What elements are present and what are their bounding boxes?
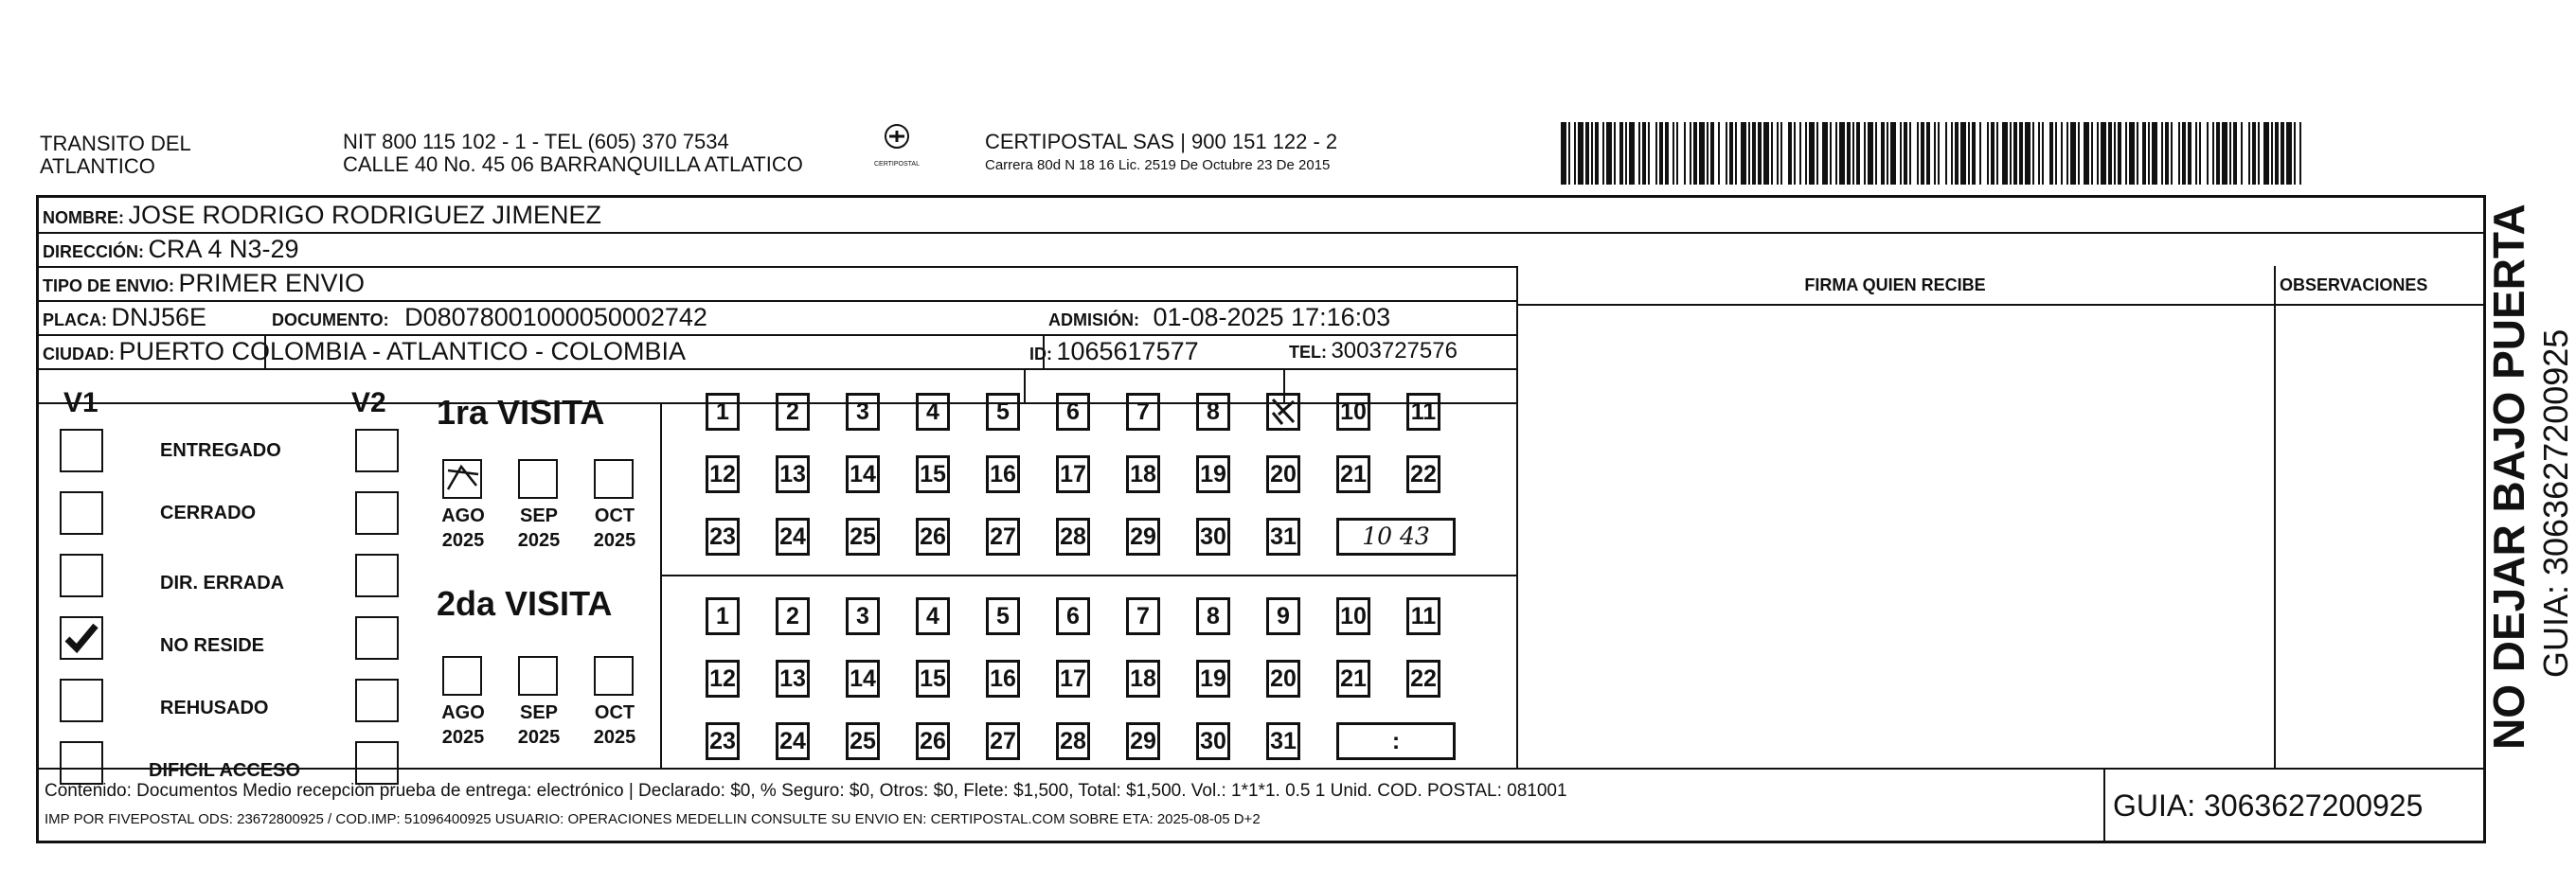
barcode-bar (2182, 122, 2186, 185)
barcode-bar (1805, 122, 1807, 185)
day-box[interactable]: 31 (1266, 518, 1300, 556)
barcode-bar (2114, 122, 2116, 185)
barcode-bar (2125, 122, 2127, 185)
admision-label: ADMISIÓN: (1048, 310, 1139, 329)
guia-number: GUIA: 3063627200925 (2113, 789, 2424, 823)
barcode-bar (1875, 122, 1877, 185)
day-box[interactable]: 23 (706, 518, 740, 556)
barcode-bar (1881, 122, 1885, 185)
barcode-bar (2195, 122, 2197, 185)
barcode-bar (2241, 122, 2243, 185)
barcode-bar (2070, 122, 2076, 185)
year-label: 2025 (593, 727, 636, 748)
barcode-bar (1921, 122, 1924, 185)
observaciones-area[interactable] (2278, 308, 2480, 766)
footer-imp: IMP POR FIVEPOSTAL ODS: 23672800925 / COD.IMP: 51096400925 USUARIO: OPERACIONES MEDELLIN CONSULTE SU ENVIO EN: CERTIPOSTAL.COM SOBRE ETA: 2025-08-05 D+2 (45, 811, 1261, 827)
barcode-bar (2233, 122, 2237, 185)
status-label: REHUSADO (160, 698, 269, 718)
barcode-bar (1934, 122, 1936, 185)
barcode-bar (2188, 122, 2191, 185)
direccion-value: CRA 4 N3-29 (148, 235, 299, 263)
barcode-bar (2078, 122, 2080, 185)
barcode-bar (1904, 122, 1907, 185)
barcode-bar (2152, 122, 2157, 185)
barcode-bar (2299, 122, 2301, 185)
time-box[interactable]: : (1336, 722, 1456, 760)
barcode-bar (1868, 122, 1873, 185)
month-checkbox[interactable] (518, 459, 558, 499)
barcode-bar (1648, 122, 1650, 185)
barcode-bar (1968, 122, 1970, 185)
barcode-bar (1752, 122, 1756, 185)
nit-line: NIT 800 115 102 - 1 - TEL (605) 370 7534 (343, 130, 729, 153)
barcode-bar (1676, 122, 1678, 185)
month-label: AGO (441, 702, 485, 723)
barcode-bar (1638, 122, 1640, 185)
barcode-bar (1659, 122, 1663, 185)
day-box[interactable]: 5 (986, 597, 1020, 635)
barcode-bar (1561, 122, 1566, 185)
barcode-bar (1979, 122, 1981, 185)
barcode-bar (2263, 122, 2269, 185)
barcode-bar (1900, 122, 1902, 185)
firma-header: FIRMA QUIEN RECIBE (1804, 275, 1986, 294)
documento-field (272, 301, 707, 338)
barcode-bar (1606, 122, 1612, 185)
day-box[interactable]: 30 (1196, 518, 1230, 556)
barcode-bar (1568, 122, 1570, 185)
barcode-bar (1816, 122, 1818, 185)
nombre-row (43, 199, 601, 236)
barcode-bar (2038, 122, 2040, 185)
day-box[interactable]: 24 (776, 518, 810, 556)
side-guia-number: GUIA: 3063627200925 (2536, 328, 2575, 678)
v1-checkbox[interactable] (60, 429, 103, 472)
barcode-bar (2084, 122, 2089, 185)
barcode-bar (1595, 122, 1599, 185)
month-label: SEP (519, 702, 559, 723)
barcode-bar (1972, 122, 1976, 185)
day-box[interactable]: 14 (846, 660, 880, 698)
barcode-bar (1945, 122, 1947, 185)
barcode-bar (1758, 122, 1762, 185)
barcode-bar (2271, 122, 2273, 185)
barcode-bar (1864, 122, 1866, 185)
year-label: 2025 (517, 727, 561, 748)
day-box[interactable]: 1 (706, 393, 740, 431)
v1-header: V1 (63, 387, 98, 418)
barcode-bar (1847, 122, 1851, 185)
day-box[interactable]: 15 (916, 660, 950, 698)
status-label: ENTREGADO (160, 440, 281, 461)
carrier-line2: Carrera 80d N 18 16 Lic. 2519 De Octubre 23 De 2015 (985, 157, 1331, 173)
barcode-bar (2019, 122, 2023, 185)
v2-checkbox[interactable] (355, 679, 399, 722)
barcode-bar (1625, 122, 1627, 185)
barcode-bar (2142, 122, 2146, 185)
month-checkbox[interactable] (518, 656, 558, 696)
day-box[interactable]: 22 (1406, 660, 1440, 698)
tipo-envio-value: PRIMER ENVIO (178, 269, 366, 297)
month-checkbox[interactable] (594, 459, 634, 499)
barcode-bar (1710, 122, 1714, 185)
day-box[interactable]: 29 (1126, 518, 1160, 556)
barcode-bar (1619, 122, 1623, 185)
tipo-envio-row (43, 267, 365, 304)
day-box[interactable]: 11 (1406, 597, 1440, 635)
visit1-title: 1ra VISITA (437, 393, 605, 432)
barcode-bar (1822, 122, 1828, 185)
barcode-bar (2212, 122, 2214, 185)
delivery-form (36, 195, 2486, 843)
barcode-bar (1726, 122, 1727, 185)
barcode-bar (1729, 122, 1733, 185)
v2-checkbox[interactable] (355, 616, 399, 660)
barcode-bar (1741, 122, 1746, 185)
signature-area[interactable] (1520, 308, 2272, 766)
day-box[interactable]: 15 (916, 455, 950, 493)
barcode-bar (1642, 122, 1646, 185)
visit2-title: 2da VISITA (437, 584, 613, 623)
v2-checkbox[interactable] (355, 429, 399, 472)
barcode-bar (1673, 122, 1674, 185)
v1-checkbox[interactable] (60, 616, 103, 660)
day-box[interactable]: 20 (1266, 455, 1300, 493)
barcode-bar (1955, 122, 1959, 185)
barcode-bar (1718, 122, 1720, 185)
day-box[interactable]: 16 (986, 660, 1020, 698)
barcode-bar (1951, 122, 1953, 185)
day-box[interactable]: 28 (1056, 722, 1090, 760)
certipostal-logo (868, 121, 926, 174)
day-box[interactable]: 10 (1336, 393, 1370, 431)
barcode-bar (1585, 122, 1589, 185)
observaciones-header: OBSERVACIONES (2280, 275, 2428, 294)
day-box[interactable]: 18 (1126, 455, 1160, 493)
barcode-bar (1763, 122, 1769, 185)
barcode-bar (2042, 122, 2044, 185)
day-box[interactable]: 5 (986, 393, 1020, 431)
v2-checkbox[interactable] (355, 554, 399, 597)
barcode-bar (2161, 122, 2163, 185)
v1-checkbox[interactable] (60, 679, 103, 722)
barcode-bar (2229, 122, 2231, 185)
day-box[interactable]: 2 (776, 393, 810, 431)
v2-checkbox[interactable] (355, 741, 399, 785)
day-box[interactable]: 4 (916, 597, 950, 635)
day-box[interactable]: 26 (916, 722, 950, 760)
year-label: 2025 (441, 530, 485, 551)
ciudad-field (43, 335, 686, 372)
day-box[interactable] (1266, 393, 1300, 431)
barcode-bar (1960, 122, 1966, 185)
barcode-bar (1835, 122, 1837, 185)
company-name-line1: TRANSITO DEL (40, 132, 191, 155)
barcode-bar (1771, 122, 1773, 185)
barcode-bar (2002, 122, 2008, 185)
year-label: 2025 (593, 530, 636, 551)
barcode-bar (2032, 122, 2034, 185)
barcode-bar (2222, 122, 2227, 185)
day-box[interactable]: 12 (706, 660, 740, 698)
company-name-line2: ATLANTICO (40, 154, 155, 178)
day-box[interactable]: 2 (776, 597, 810, 635)
day-box[interactable]: 16 (986, 455, 1020, 493)
day-box[interactable]: 26 (916, 518, 950, 556)
barcode-bar (2091, 122, 2093, 185)
barcode-bar (1578, 122, 1583, 185)
day-box[interactable]: 10 (1336, 597, 1370, 635)
barcode-bar (2248, 122, 2250, 185)
barcode-bar (1684, 122, 1686, 185)
day-box[interactable]: 30 (1196, 722, 1230, 760)
barcode-bar (1987, 122, 1989, 185)
barcode-bar (1699, 122, 1705, 185)
year-label: 2025 (517, 530, 561, 551)
placa-label: PLACA: (43, 310, 107, 329)
day-box[interactable]: 17 (1056, 660, 1090, 698)
barcode-bar (2010, 122, 2012, 185)
v1-checkbox[interactable] (60, 491, 103, 535)
barcode-bar (1991, 122, 1995, 185)
barcode-bar (2013, 122, 2017, 185)
admision-field (1048, 301, 1390, 338)
day-box[interactable]: 8 (1196, 393, 1230, 431)
barcode-bar (1799, 122, 1801, 185)
tipo-envio-label: TIPO DE ENVIO: (43, 276, 175, 295)
month-checkbox[interactable] (594, 656, 634, 696)
day-box[interactable]: 25 (846, 722, 880, 760)
barcode-bar (1788, 122, 1792, 185)
day-box[interactable]: 13 (776, 660, 810, 698)
barcode-bar (1602, 122, 1604, 185)
day-box[interactable]: 28 (1056, 518, 1090, 556)
barcode-bar (1852, 122, 1854, 185)
barcode-bar (1794, 122, 1796, 185)
barcode-bar (2148, 122, 2150, 185)
day-box[interactable]: 20 (1266, 660, 1300, 698)
day-box[interactable]: 19 (1196, 455, 1230, 493)
barcode-bar (1926, 122, 1930, 185)
tel-value: 3003727576 (1331, 338, 1458, 363)
barcode-bar (2258, 122, 2260, 185)
month-label: SEP (519, 505, 559, 526)
barcode-bar (2129, 122, 2135, 185)
v1-checkbox[interactable] (60, 741, 103, 785)
barcode-bar (2025, 122, 2030, 185)
barcode-bar (2108, 122, 2112, 185)
day-box[interactable]: 3 (846, 393, 880, 431)
barcode-bar (2207, 122, 2209, 185)
day-box[interactable]: 3 (846, 597, 880, 635)
barcode-bar (2199, 122, 2201, 185)
documento-value: D08078001000050002742 (404, 303, 707, 331)
placa-value: DNJ56E (111, 303, 206, 331)
admision-value: 01-08-2025 17:16:03 (1153, 303, 1391, 331)
time-box[interactable]: 10 43 (1336, 518, 1456, 556)
barcode-bar (2252, 122, 2256, 185)
barcode-bar (1574, 122, 1576, 185)
barcode-bar (2137, 122, 2138, 185)
nombre-label: NOMBRE: (43, 208, 124, 227)
placa-field (43, 301, 206, 338)
barcode-bar (2171, 122, 2173, 185)
v2-header: V2 (351, 387, 386, 418)
month-label: AGO (441, 505, 485, 526)
day-box[interactable]: 22 (1406, 455, 1440, 493)
day-box[interactable]: 1 (706, 597, 740, 635)
barcode-bar (2097, 122, 2099, 185)
day-box[interactable]: 25 (846, 518, 880, 556)
barcode-bar (1856, 122, 1860, 185)
month-label: OCT (594, 505, 635, 526)
day-box[interactable]: 24 (776, 722, 810, 760)
day-box[interactable]: 4 (916, 393, 950, 431)
barcode-bar (1777, 122, 1779, 185)
address-line: CALLE 40 No. 45 06 BARRANQUILLA ATLATICO (343, 152, 803, 176)
barcode-bar (1693, 122, 1697, 185)
barcode-bar (2275, 122, 2279, 185)
v2-checkbox[interactable] (355, 491, 399, 535)
barcode-bar (2286, 122, 2292, 185)
barcode-bar (1809, 122, 1815, 185)
barcode-bar (2066, 122, 2068, 185)
barcode-bar (2294, 122, 2296, 185)
day-box[interactable]: 23 (706, 722, 740, 760)
barcode-bar (2118, 122, 2121, 185)
day-box[interactable]: 19 (1196, 660, 1230, 698)
barcode-bar (1665, 122, 1669, 185)
barcode (1561, 122, 2303, 185)
documento-label: DOCUMENTO: (272, 310, 389, 329)
barcode-bar (1938, 122, 1940, 185)
day-box[interactable]: 9 (1266, 597, 1300, 635)
status-label: CERRADO (160, 503, 257, 523)
day-box[interactable]: 14 (846, 455, 880, 493)
month-label: OCT (594, 702, 635, 723)
tel-field (1289, 335, 1458, 370)
no-dejar-bajo-puerta: NO DEJAR BAJO PUERTA (2484, 204, 2533, 750)
month-checkbox[interactable] (442, 656, 482, 696)
ciudad-value: PUERTO COLOMBIA - ATLANTICO - COLOMBIA (118, 337, 687, 365)
day-box[interactable]: 11 (1406, 393, 1440, 431)
day-box[interactable]: 27 (986, 722, 1020, 760)
day-box[interactable]: 29 (1126, 722, 1160, 760)
month-checkbox[interactable] (442, 459, 482, 499)
v1-checkbox[interactable] (60, 554, 103, 597)
direccion-label: DIRECCIÓN: (43, 242, 144, 261)
barcode-bar (1707, 122, 1708, 185)
day-box[interactable]: 27 (986, 518, 1020, 556)
day-box[interactable]: 21 (1336, 660, 1370, 698)
barcode-bar (1909, 122, 1911, 185)
status-label: DIFICIL ACCESO (149, 760, 301, 781)
tel-label: TEL: (1289, 343, 1327, 362)
barcode-bar (1996, 122, 1998, 185)
status-label: DIR. ERRADA (160, 573, 285, 594)
barcode-bar (1748, 122, 1750, 185)
id-value: 1065617577 (1056, 337, 1199, 365)
id-label: ID: (1029, 345, 1052, 363)
year-label: 2025 (441, 727, 485, 748)
barcode-bar (1655, 122, 1657, 185)
footer-contenido: Contenido: Documentos Medio recepción prueba de entrega: electrónico | Declarado: $0, % Seguro: $0, Otros: $0, Flete: $1,500, Total: $1,500. Vol.: 1*1*1. 0.5 1 Unid. COD. POSTAL: 081001 (45, 781, 1567, 801)
carrier-line1: CERTIPOSTAL SAS | 900 151 122 - 2 (985, 130, 1338, 153)
barcode-bar (2281, 122, 2284, 185)
barcode-bar (2101, 122, 2106, 185)
barcode-bar (1890, 122, 1896, 185)
barcode-bar (2178, 122, 2180, 185)
barcode-bar (1735, 122, 1737, 185)
barcode-bar (2055, 122, 2057, 185)
id-field (1029, 335, 1199, 372)
direccion-row (43, 233, 299, 270)
ciudad-label: CIUDAD: (43, 345, 115, 363)
barcode-bar (1839, 122, 1845, 185)
barcode-bar (1591, 122, 1593, 185)
day-box[interactable]: 13 (776, 455, 810, 493)
barcode-bar (2165, 122, 2169, 185)
day-box[interactable]: 6 (1056, 597, 1090, 635)
status-label: NO RESIDE (160, 635, 265, 656)
day-box[interactable]: 7 (1126, 597, 1160, 635)
barcode-bar (2216, 122, 2220, 185)
barcode-bar (1887, 122, 1888, 185)
barcode-bar (1780, 122, 1782, 185)
nombre-value: JOSE RODRIGO RODRIGUEZ JIMENEZ (128, 201, 601, 229)
logo-text: CERTIPOSTAL (874, 161, 920, 168)
barcode-bar (2049, 122, 2053, 185)
day-box[interactable]: 6 (1056, 393, 1090, 431)
barcode-bar (1830, 122, 1832, 185)
day-box[interactable]: 12 (706, 455, 740, 493)
barcode-bar (1614, 122, 1616, 185)
day-box[interactable]: 21 (1336, 455, 1370, 493)
day-box[interactable]: 31 (1266, 722, 1300, 760)
barcode-bar (1917, 122, 1919, 185)
day-box[interactable]: 17 (1056, 455, 1090, 493)
day-box[interactable]: 8 (1196, 597, 1230, 635)
barcode-bar (1629, 122, 1635, 185)
day-box[interactable]: 18 (1126, 660, 1160, 698)
day-box[interactable]: 7 (1126, 393, 1160, 431)
barcode-bar (2061, 122, 2063, 185)
barcode-bar (1690, 122, 1691, 185)
